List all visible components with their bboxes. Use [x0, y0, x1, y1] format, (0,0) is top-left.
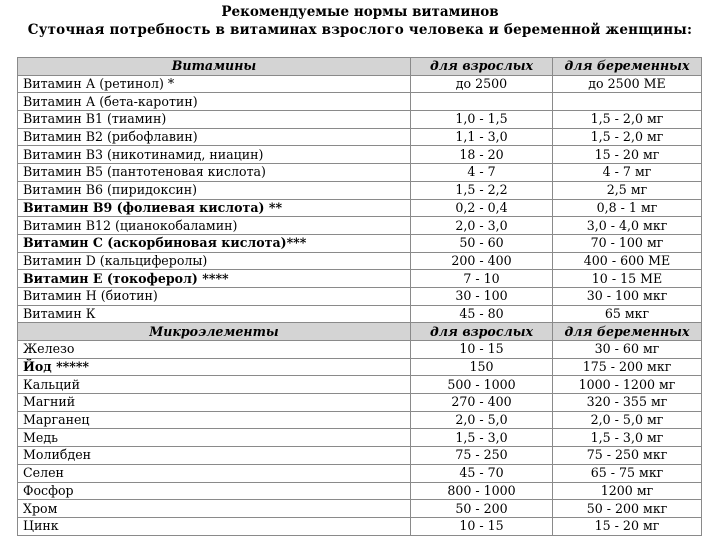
vitamin-pregnant: 400 - 600 МЕ [553, 252, 702, 270]
mineral-adult: 10 - 15 [411, 517, 553, 535]
mineral-pregnant: 2,0 - 5,0 мг [553, 411, 702, 429]
minerals-header-row [18, 323, 702, 341]
vitamin-row [18, 305, 702, 323]
vitamin-row [18, 128, 702, 146]
vitamin-adult: 1,1 - 3,0 [411, 128, 553, 146]
mineral-adult: 270 - 400 [411, 394, 553, 412]
vitamin-name: Витамин В2 (рибофлавин) [18, 128, 411, 146]
mineral-row [18, 341, 702, 359]
vitamin-name: Витамин В9 (фолиевая кислота) ** [18, 199, 411, 217]
vitamin-name: Витамин А (ретинол) * [18, 75, 411, 93]
vitamin-row [18, 234, 702, 252]
vitamin-adult: 30 - 100 [411, 287, 553, 305]
norms-table [17, 57, 702, 536]
mineral-name: Кальций [18, 376, 411, 394]
page-title: Рекомендуемые нормы витаминов [221, 4, 499, 20]
mineral-adult: 10 - 15 [411, 341, 553, 359]
mineral-adult: 45 - 70 [411, 464, 553, 482]
mineral-pregnant: 50 - 200 мкг [553, 500, 702, 518]
mineral-row [18, 447, 702, 465]
vitamin-row [18, 146, 702, 164]
vitamin-name: Витамин С (аскорбиновая кислота)*** [18, 234, 411, 252]
vitamin-name: Витамин В6 (пиридоксин) [18, 181, 411, 199]
vitamin-adult [411, 93, 553, 111]
vitamin-pregnant: 4 - 7 мг [553, 164, 702, 182]
vitamin-adult: 1,5 - 2,2 [411, 181, 553, 199]
vitamin-adult: 50 - 60 [411, 234, 553, 252]
mineral-pregnant: 1200 мг [553, 482, 702, 500]
vitamin-row [18, 93, 702, 111]
mineral-pregnant: 15 - 20 мг [553, 517, 702, 535]
vitamin-row [18, 217, 702, 235]
minerals-header-pregnant: для беременных [553, 323, 702, 341]
mineral-row [18, 411, 702, 429]
minerals-header-adult: для взрослых [411, 323, 553, 341]
minerals-section [18, 341, 702, 536]
vitamin-pregnant [553, 93, 702, 111]
vitamin-pregnant: 0,8 - 1 мг [553, 199, 702, 217]
vitamins-header-pregnant: для беременных [553, 58, 702, 76]
mineral-name: Селен [18, 464, 411, 482]
vitamin-pregnant: 3,0 - 4,0 мкг [553, 217, 702, 235]
mineral-name: Медь [18, 429, 411, 447]
mineral-row [18, 429, 702, 447]
mineral-adult: 1,5 - 3,0 [411, 429, 553, 447]
vitamin-name: Витамин К [18, 305, 411, 323]
vitamin-adult: 0,2 - 0,4 [411, 199, 553, 217]
vitamin-adult: 2,0 - 3,0 [411, 217, 553, 235]
vitamin-name: Витамин Е (токоферол) **** [18, 270, 411, 288]
mineral-name: Фосфор [18, 482, 411, 500]
vitamin-pregnant: 65 мкг [553, 305, 702, 323]
vitamin-adult: 200 - 400 [411, 252, 553, 270]
vitamin-row [18, 75, 702, 93]
mineral-adult: 50 - 200 [411, 500, 553, 518]
vitamin-adult: 4 - 7 [411, 164, 553, 182]
mineral-pregnant: 30 - 60 мг [553, 341, 702, 359]
mineral-name: Магний [18, 394, 411, 412]
vitamin-name: Витамин В1 (тиамин) [18, 111, 411, 129]
mineral-adult: 150 [411, 358, 553, 376]
vitamin-adult: 7 - 10 [411, 270, 553, 288]
vitamin-pregnant: 70 - 100 мг [553, 234, 702, 252]
vitamin-row [18, 270, 702, 288]
vitamin-pregnant: 30 - 100 мкг [553, 287, 702, 305]
mineral-row [18, 517, 702, 535]
vitamin-pregnant: до 2500 МЕ [553, 75, 702, 93]
mineral-adult: 500 - 1000 [411, 376, 553, 394]
vitamin-name: Витамин А (бета-каротин) [18, 93, 411, 111]
mineral-name: Йод ***** [18, 358, 411, 376]
mineral-row [18, 482, 702, 500]
vitamin-pregnant: 1,5 - 2,0 мг [553, 128, 702, 146]
vitamins-section [18, 75, 702, 323]
vitamin-name: Витамин В3 (никотинамид, ниацин) [18, 146, 411, 164]
mineral-pregnant: 65 - 75 мкг [553, 464, 702, 482]
mineral-pregnant: 1,5 - 3,0 мг [553, 429, 702, 447]
vitamins-header-adult: для взрослых [411, 58, 553, 76]
vitamin-pregnant: 2,5 мг [553, 181, 702, 199]
vitamin-pregnant: 10 - 15 МЕ [553, 270, 702, 288]
vitamin-adult: 18 - 20 [411, 146, 553, 164]
mineral-adult: 800 - 1000 [411, 482, 553, 500]
vitamin-adult: до 2500 [411, 75, 553, 93]
vitamin-pregnant: 15 - 20 мг [553, 146, 702, 164]
mineral-pregnant: 320 - 355 мг [553, 394, 702, 412]
vitamin-row [18, 111, 702, 129]
mineral-pregnant: 75 - 250 мкг [553, 447, 702, 465]
mineral-row [18, 376, 702, 394]
vitamin-adult: 1,0 - 1,5 [411, 111, 553, 129]
vitamin-row [18, 199, 702, 217]
mineral-row [18, 464, 702, 482]
vitamins-header-name: Витамины [18, 58, 411, 76]
vitamin-row [18, 287, 702, 305]
mineral-adult: 75 - 250 [411, 447, 553, 465]
vitamin-name: Витамин Н (биотин) [18, 287, 411, 305]
mineral-name: Марганец [18, 411, 411, 429]
mineral-name: Молибден [18, 447, 411, 465]
mineral-name: Хром [18, 500, 411, 518]
vitamin-pregnant: 1,5 - 2,0 мг [553, 111, 702, 129]
mineral-row [18, 500, 702, 518]
minerals-header-name: Микроэлементы [18, 323, 411, 341]
mineral-pregnant: 175 - 200 мкг [553, 358, 702, 376]
vitamin-name: Витамин В5 (пантотеновая кислота) [18, 164, 411, 182]
vitamin-row [18, 181, 702, 199]
mineral-name: Цинк [18, 517, 411, 535]
page-subtitle: Суточная потребность в витаминах взрослого человека и беременной женщины: [27, 22, 693, 38]
vitamin-name: Витамин В12 (цианокобаламин) [18, 217, 411, 235]
mineral-pregnant: 1000 - 1200 мг [553, 376, 702, 394]
vitamins-header-row [18, 58, 702, 76]
mineral-adult: 2,0 - 5,0 [411, 411, 553, 429]
vitamin-name: Витамин D (кальциферолы) [18, 252, 411, 270]
mineral-row [18, 394, 702, 412]
vitamin-adult: 45 - 80 [411, 305, 553, 323]
vitamin-row [18, 252, 702, 270]
mineral-row [18, 358, 702, 376]
vitamin-row [18, 164, 702, 182]
mineral-name: Железо [18, 341, 411, 359]
